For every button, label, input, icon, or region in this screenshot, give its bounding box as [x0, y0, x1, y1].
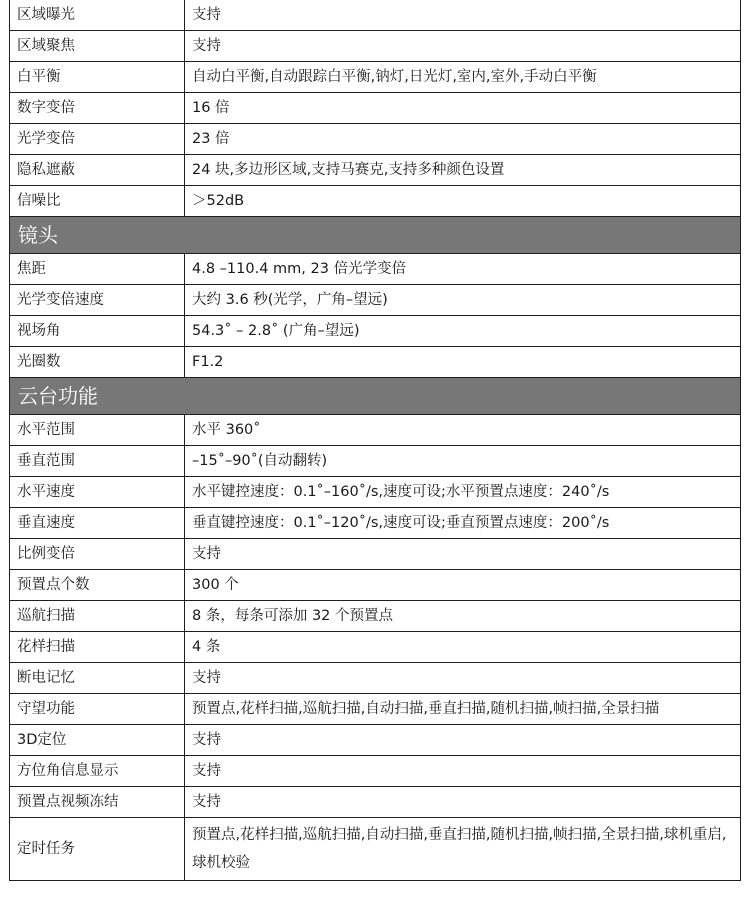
- spec-value: 54.3˚ – 2.8˚ (广角–望远): [185, 316, 741, 347]
- spec-label: 信噪比: [10, 186, 185, 217]
- section-header-row: [10, 378, 741, 415]
- spec-label: 断电记忆: [10, 663, 185, 694]
- spec-row: [10, 254, 741, 285]
- spec-row: [10, 62, 741, 93]
- spec-value: ＞52dB: [185, 186, 741, 217]
- spec-row: [10, 725, 741, 756]
- spec-row: [10, 0, 741, 31]
- spec-value: 支持: [185, 756, 741, 787]
- spec-label: 巡航扫描: [10, 601, 185, 632]
- spec-value: –15˚–90˚(自动翻转): [185, 446, 741, 477]
- spec-row: [10, 601, 741, 632]
- spec-label: 视场角: [10, 316, 185, 347]
- spec-row: [10, 446, 741, 477]
- spec-table: [9, 0, 741, 881]
- spec-label: 比例变倍: [10, 539, 185, 570]
- spec-value: 4.8 –110.4 mm, 23 倍光学变倍: [185, 254, 741, 285]
- spec-label: 焦距: [10, 254, 185, 285]
- spec-row: [10, 663, 741, 694]
- spec-label: 预置点个数: [10, 570, 185, 601]
- spec-row: [10, 155, 741, 186]
- spec-row: [10, 93, 741, 124]
- spec-value: 预置点,花样扫描,巡航扫描,自动扫描,垂直扫描,随机扫描,帧扫描,全景扫描: [185, 694, 741, 725]
- spec-label: 花样扫描: [10, 632, 185, 663]
- spec-label: 垂直范围: [10, 446, 185, 477]
- spec-row: [10, 508, 741, 539]
- spec-label: 定时任务: [10, 818, 185, 881]
- spec-row: [10, 415, 741, 446]
- spec-value: 支持: [185, 31, 741, 62]
- spec-value: 预置点,花样扫描,巡航扫描,自动扫描,垂直扫描,随机扫描,帧扫描,全景扫描,球机重启,球机校验: [185, 818, 741, 881]
- spec-row: [10, 818, 741, 881]
- spec-value: 支持: [185, 539, 741, 570]
- spec-value: F1.2: [185, 347, 741, 378]
- spec-value: 大约 3.6 秒(光学，广角–望远): [185, 285, 741, 316]
- spec-value: 支持: [185, 787, 741, 818]
- spec-row: [10, 756, 741, 787]
- spec-row: [10, 31, 741, 62]
- spec-label: 3D定位: [10, 725, 185, 756]
- spec-value: 水平键控速度：0.1˚–160˚/s,速度可设;水平预置点速度：240˚/s: [185, 477, 741, 508]
- spec-row: [10, 787, 741, 818]
- spec-value: 16 倍: [185, 93, 741, 124]
- spec-label: 区域聚焦: [10, 31, 185, 62]
- spec-value: 支持: [185, 725, 741, 756]
- spec-label: 守望功能: [10, 694, 185, 725]
- spec-row: [10, 694, 741, 725]
- spec-value: 支持: [185, 0, 741, 31]
- spec-row: [10, 316, 741, 347]
- spec-label: 水平范围: [10, 415, 185, 446]
- spec-label: 预置点视频冻结: [10, 787, 185, 818]
- spec-row: [10, 539, 741, 570]
- spec-row: [10, 632, 741, 663]
- spec-value: 300 个: [185, 570, 741, 601]
- spec-label: 光圈数: [10, 347, 185, 378]
- spec-label: 区域曝光: [10, 0, 185, 31]
- spec-value: 垂直键控速度：0.1˚–120˚/s,速度可设;垂直预置点速度：200˚/s: [185, 508, 741, 539]
- spec-value: 支持: [185, 663, 741, 694]
- spec-label: 光学变倍速度: [10, 285, 185, 316]
- spec-label: 白平衡: [10, 62, 185, 93]
- spec-value: 自动白平衡,自动跟踪白平衡,钠灯,日光灯,室内,室外,手动白平衡: [185, 62, 741, 93]
- spec-table-body: [10, 0, 741, 881]
- spec-label: 垂直速度: [10, 508, 185, 539]
- spec-value: 8 条，每条可添加 32 个预置点: [185, 601, 741, 632]
- spec-row: [10, 570, 741, 601]
- spec-label: 水平速度: [10, 477, 185, 508]
- section-title: 云台功能: [10, 378, 741, 415]
- spec-label: 隐私遮蔽: [10, 155, 185, 186]
- spec-row: [10, 347, 741, 378]
- spec-row: [10, 124, 741, 155]
- spec-label: 光学变倍: [10, 124, 185, 155]
- spec-row: [10, 186, 741, 217]
- spec-value: 24 块,多边形区域,支持马赛克,支持多种颜色设置: [185, 155, 741, 186]
- spec-value: 水平 360˚: [185, 415, 741, 446]
- spec-label: 数字变倍: [10, 93, 185, 124]
- spec-label: 方位角信息显示: [10, 756, 185, 787]
- spec-value: 4 条: [185, 632, 741, 663]
- spec-row: [10, 285, 741, 316]
- section-title: 镜头: [10, 217, 741, 254]
- spec-row: [10, 477, 741, 508]
- section-header-row: [10, 217, 741, 254]
- spec-value: 23 倍: [185, 124, 741, 155]
